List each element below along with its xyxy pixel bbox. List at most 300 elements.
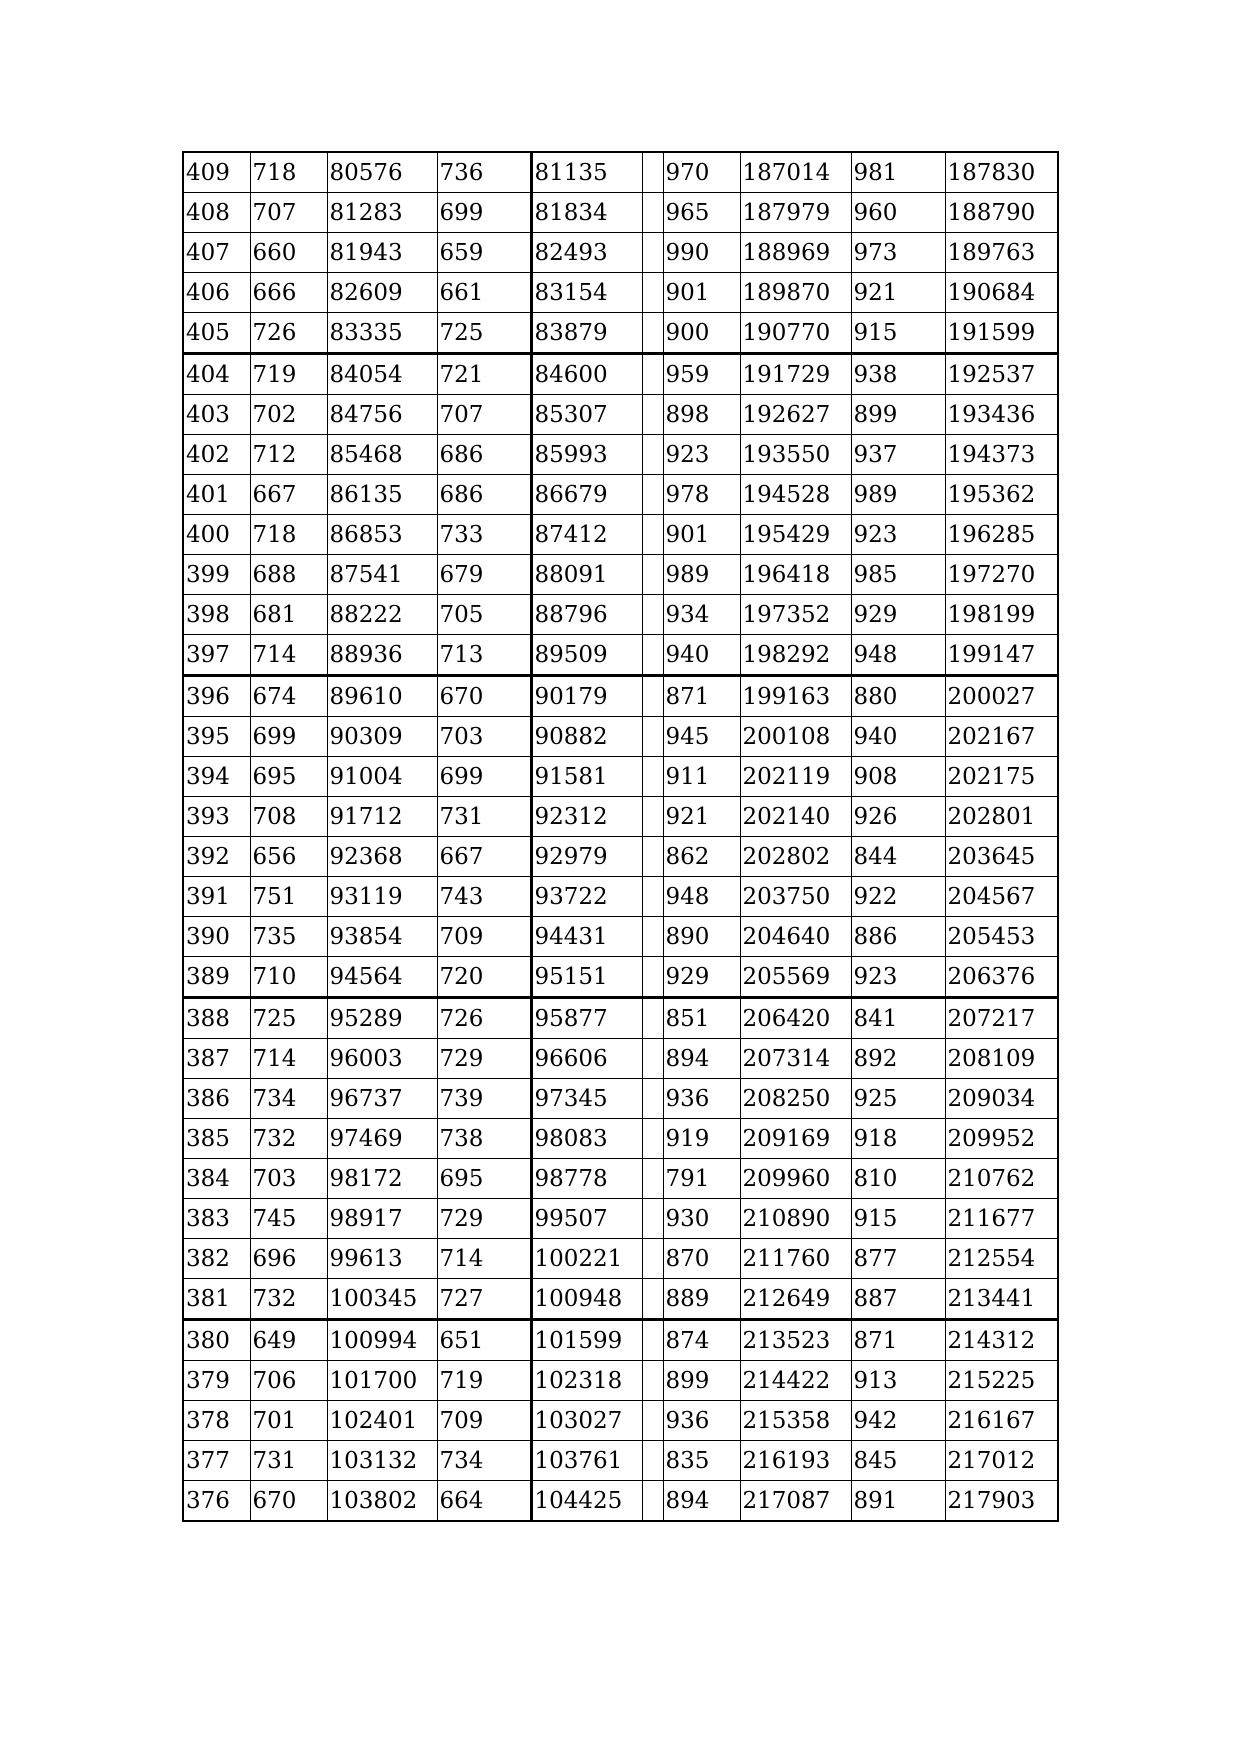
table-cell xyxy=(642,595,663,635)
table-cell: 686 xyxy=(437,435,531,475)
table-cell: 735 xyxy=(250,917,327,957)
table-cell: 197352 xyxy=(740,595,851,635)
table-cell: 948 xyxy=(663,877,740,917)
table-cell xyxy=(642,515,663,555)
table-cell: 81135 xyxy=(531,152,642,193)
table-cell: 938 xyxy=(851,354,945,395)
table-row xyxy=(183,917,1058,957)
table-cell: 870 xyxy=(663,1239,740,1279)
table-cell: 211760 xyxy=(740,1239,851,1279)
table-cell: 699 xyxy=(437,193,531,233)
table-cell: 402 xyxy=(183,435,250,475)
table-cell: 714 xyxy=(437,1239,531,1279)
table-row xyxy=(183,998,1058,1039)
table-cell: 739 xyxy=(437,1079,531,1119)
table-row xyxy=(183,475,1058,515)
table-cell: 196418 xyxy=(740,555,851,595)
table-cell: 989 xyxy=(851,475,945,515)
table-cell: 913 xyxy=(851,1361,945,1401)
table-cell xyxy=(642,1361,663,1401)
table-cell: 91581 xyxy=(531,757,642,797)
table-cell: 202802 xyxy=(740,837,851,877)
table-row xyxy=(183,354,1058,395)
table-cell xyxy=(642,998,663,1039)
table-cell: 923 xyxy=(851,957,945,998)
table-cell: 880 xyxy=(851,676,945,717)
table-cell: 199163 xyxy=(740,676,851,717)
table-cell: 100994 xyxy=(327,1320,437,1361)
table-row xyxy=(183,797,1058,837)
table-row xyxy=(183,1320,1058,1361)
table-cell: 725 xyxy=(437,313,531,354)
table-cell: 660 xyxy=(250,233,327,273)
table-cell: 918 xyxy=(851,1119,945,1159)
table-cell: 377 xyxy=(183,1441,250,1481)
table-cell: 699 xyxy=(437,757,531,797)
table-cell: 100221 xyxy=(531,1239,642,1279)
table-cell: 894 xyxy=(663,1039,740,1079)
table-row xyxy=(183,757,1058,797)
table-cell: 384 xyxy=(183,1159,250,1199)
table-cell: 835 xyxy=(663,1441,740,1481)
table-cell: 82609 xyxy=(327,273,437,313)
table-row xyxy=(183,395,1058,435)
table-cell: 720 xyxy=(437,957,531,998)
table-cell xyxy=(642,273,663,313)
table-cell xyxy=(642,797,663,837)
table-cell: 406 xyxy=(183,273,250,313)
table-cell: 702 xyxy=(250,395,327,435)
table-cell: 94564 xyxy=(327,957,437,998)
table-cell: 376 xyxy=(183,1481,250,1522)
table-cell: 214312 xyxy=(945,1320,1058,1361)
table-cell: 708 xyxy=(250,797,327,837)
table-cell xyxy=(642,555,663,595)
table-cell: 407 xyxy=(183,233,250,273)
table-cell: 670 xyxy=(250,1481,327,1522)
table-cell: 82493 xyxy=(531,233,642,273)
table-cell xyxy=(642,1401,663,1441)
table-cell: 103027 xyxy=(531,1401,642,1441)
table-cell: 394 xyxy=(183,757,250,797)
table-cell: 187979 xyxy=(740,193,851,233)
table-cell: 929 xyxy=(851,595,945,635)
table-cell: 383 xyxy=(183,1199,250,1239)
table-cell: 899 xyxy=(851,395,945,435)
table-cell: 195362 xyxy=(945,475,1058,515)
table-cell: 90309 xyxy=(327,717,437,757)
table-cell: 83335 xyxy=(327,313,437,354)
table-cell xyxy=(642,395,663,435)
table-cell: 93854 xyxy=(327,917,437,957)
table-cell: 98083 xyxy=(531,1119,642,1159)
table-cell: 925 xyxy=(851,1079,945,1119)
table-cell: 209960 xyxy=(740,1159,851,1199)
table-cell: 392 xyxy=(183,837,250,877)
table-cell: 80576 xyxy=(327,152,437,193)
table-cell: 710 xyxy=(250,957,327,998)
table-cell: 192537 xyxy=(945,354,1058,395)
table-cell: 726 xyxy=(437,998,531,1039)
table-cell: 204640 xyxy=(740,917,851,957)
table-cell: 393 xyxy=(183,797,250,837)
table-cell: 96606 xyxy=(531,1039,642,1079)
table-cell xyxy=(642,757,663,797)
table-cell: 391 xyxy=(183,877,250,917)
table-cell: 732 xyxy=(250,1279,327,1320)
table-cell: 95151 xyxy=(531,957,642,998)
table-cell: 409 xyxy=(183,152,250,193)
table-cell: 743 xyxy=(437,877,531,917)
table-cell: 892 xyxy=(851,1039,945,1079)
table-cell: 204567 xyxy=(945,877,1058,917)
table-cell: 389 xyxy=(183,957,250,998)
table-cell: 890 xyxy=(663,917,740,957)
table-cell: 403 xyxy=(183,395,250,435)
table-row xyxy=(183,273,1058,313)
table-cell: 714 xyxy=(250,635,327,676)
table-row xyxy=(183,1039,1058,1079)
table-cell: 199147 xyxy=(945,635,1058,676)
table-cell: 198292 xyxy=(740,635,851,676)
table-cell: 981 xyxy=(851,152,945,193)
table-cell: 940 xyxy=(663,635,740,676)
table-cell: 214422 xyxy=(740,1361,851,1401)
table-cell: 707 xyxy=(437,395,531,435)
table-cell: 727 xyxy=(437,1279,531,1320)
table-cell: 205453 xyxy=(945,917,1058,957)
table-cell xyxy=(642,676,663,717)
table-cell: 386 xyxy=(183,1079,250,1119)
table-cell: 88222 xyxy=(327,595,437,635)
table-cell xyxy=(642,435,663,475)
table-cell: 208250 xyxy=(740,1079,851,1119)
table-cell: 84054 xyxy=(327,354,437,395)
table-cell xyxy=(642,1320,663,1361)
table-cell: 844 xyxy=(851,837,945,877)
table-cell: 103802 xyxy=(327,1481,437,1522)
table-cell: 973 xyxy=(851,233,945,273)
table-cell: 751 xyxy=(250,877,327,917)
table-cell: 84600 xyxy=(531,354,642,395)
table-row xyxy=(183,1361,1058,1401)
table-cell: 734 xyxy=(250,1079,327,1119)
table-cell: 745 xyxy=(250,1199,327,1239)
table-cell: 726 xyxy=(250,313,327,354)
table-cell: 91712 xyxy=(327,797,437,837)
table-cell: 731 xyxy=(250,1441,327,1481)
table-cell: 198199 xyxy=(945,595,1058,635)
table-cell: 86135 xyxy=(327,475,437,515)
table-cell: 397 xyxy=(183,635,250,676)
table-cell: 210762 xyxy=(945,1159,1058,1199)
table-cell: 686 xyxy=(437,475,531,515)
table-cell: 874 xyxy=(663,1320,740,1361)
table-cell xyxy=(642,1199,663,1239)
table-cell: 92979 xyxy=(531,837,642,877)
table-cell: 203750 xyxy=(740,877,851,917)
table-cell: 96003 xyxy=(327,1039,437,1079)
table-cell: 725 xyxy=(250,998,327,1039)
table-cell: 380 xyxy=(183,1320,250,1361)
table-cell: 202140 xyxy=(740,797,851,837)
table-cell: 667 xyxy=(250,475,327,515)
table-cell: 81834 xyxy=(531,193,642,233)
table-row xyxy=(183,1239,1058,1279)
table-cell: 212649 xyxy=(740,1279,851,1320)
table-row xyxy=(183,555,1058,595)
table-cell: 216167 xyxy=(945,1401,1058,1441)
table-cell: 202175 xyxy=(945,757,1058,797)
table-cell: 706 xyxy=(250,1361,327,1401)
table-cell: 96737 xyxy=(327,1079,437,1119)
table-cell: 886 xyxy=(851,917,945,957)
table-cell: 192627 xyxy=(740,395,851,435)
table-cell: 83879 xyxy=(531,313,642,354)
table-cell: 92368 xyxy=(327,837,437,877)
table-cell: 208109 xyxy=(945,1039,1058,1079)
table-cell: 889 xyxy=(663,1279,740,1320)
table-row xyxy=(183,877,1058,917)
table-cell: 85468 xyxy=(327,435,437,475)
table-cell: 871 xyxy=(851,1320,945,1361)
table-cell: 703 xyxy=(437,717,531,757)
table-cell: 978 xyxy=(663,475,740,515)
table-cell: 901 xyxy=(663,273,740,313)
table-cell: 729 xyxy=(437,1039,531,1079)
table-cell: 845 xyxy=(851,1441,945,1481)
table-cell: 382 xyxy=(183,1239,250,1279)
table-cell xyxy=(642,1079,663,1119)
table-cell xyxy=(642,635,663,676)
table-cell xyxy=(642,354,663,395)
table-cell: 213441 xyxy=(945,1279,1058,1320)
table-cell: 401 xyxy=(183,475,250,515)
table-cell: 705 xyxy=(437,595,531,635)
table-cell: 911 xyxy=(663,757,740,797)
table-cell: 862 xyxy=(663,837,740,877)
table-cell: 388 xyxy=(183,998,250,1039)
table-cell: 206376 xyxy=(945,957,1058,998)
table-row xyxy=(183,1079,1058,1119)
table-cell: 83154 xyxy=(531,273,642,313)
table-cell: 408 xyxy=(183,193,250,233)
table-cell: 81283 xyxy=(327,193,437,233)
table-cell: 664 xyxy=(437,1481,531,1522)
table-cell: 194528 xyxy=(740,475,851,515)
table-cell: 194373 xyxy=(945,435,1058,475)
score-table xyxy=(182,151,1059,1522)
table-cell xyxy=(642,717,663,757)
table-cell: 378 xyxy=(183,1401,250,1441)
table-cell: 209034 xyxy=(945,1079,1058,1119)
table-cell: 713 xyxy=(437,635,531,676)
table-cell: 91004 xyxy=(327,757,437,797)
table-cell: 718 xyxy=(250,515,327,555)
table-cell: 649 xyxy=(250,1320,327,1361)
table-cell: 215225 xyxy=(945,1361,1058,1401)
table-cell: 919 xyxy=(663,1119,740,1159)
table-cell: 81943 xyxy=(327,233,437,273)
table-cell: 945 xyxy=(663,717,740,757)
table-cell: 189763 xyxy=(945,233,1058,273)
table-cell: 90179 xyxy=(531,676,642,717)
table-cell: 97345 xyxy=(531,1079,642,1119)
table-cell: 209169 xyxy=(740,1119,851,1159)
table-cell xyxy=(642,837,663,877)
table-cell: 385 xyxy=(183,1119,250,1159)
table-cell: 94431 xyxy=(531,917,642,957)
table-cell: 719 xyxy=(250,354,327,395)
table-body xyxy=(183,152,1058,1521)
table-cell: 100948 xyxy=(531,1279,642,1320)
table-cell: 965 xyxy=(663,193,740,233)
table-row xyxy=(183,1481,1058,1522)
table-row xyxy=(183,595,1058,635)
table-cell xyxy=(642,1239,663,1279)
table-cell: 719 xyxy=(437,1361,531,1401)
table-cell: 188969 xyxy=(740,233,851,273)
table-cell: 209952 xyxy=(945,1119,1058,1159)
table-cell: 217087 xyxy=(740,1481,851,1522)
table-cell: 915 xyxy=(851,1199,945,1239)
table-cell: 695 xyxy=(250,757,327,797)
table-row xyxy=(183,435,1058,475)
table-cell: 190770 xyxy=(740,313,851,354)
table-cell xyxy=(642,233,663,273)
table-cell xyxy=(642,957,663,998)
table-cell: 92312 xyxy=(531,797,642,837)
table-cell: 899 xyxy=(663,1361,740,1401)
table-cell: 934 xyxy=(663,595,740,635)
table-cell: 922 xyxy=(851,877,945,917)
table-cell: 202167 xyxy=(945,717,1058,757)
table-cell: 396 xyxy=(183,676,250,717)
table-cell: 659 xyxy=(437,233,531,273)
table-cell: 190684 xyxy=(945,273,1058,313)
table-cell: 200027 xyxy=(945,676,1058,717)
table-cell: 651 xyxy=(437,1320,531,1361)
table-cell: 86679 xyxy=(531,475,642,515)
table-cell: 189870 xyxy=(740,273,851,313)
table-cell: 915 xyxy=(851,313,945,354)
table-cell: 926 xyxy=(851,797,945,837)
table-cell: 679 xyxy=(437,555,531,595)
table-cell: 898 xyxy=(663,395,740,435)
table-row xyxy=(183,635,1058,676)
table-cell: 206420 xyxy=(740,998,851,1039)
table-cell: 191599 xyxy=(945,313,1058,354)
table-row xyxy=(183,1401,1058,1441)
table-row xyxy=(183,1199,1058,1239)
table-cell: 810 xyxy=(851,1159,945,1199)
table-cell: 193436 xyxy=(945,395,1058,435)
table-cell: 667 xyxy=(437,837,531,877)
table-cell: 98172 xyxy=(327,1159,437,1199)
table-cell: 85307 xyxy=(531,395,642,435)
table-cell xyxy=(642,1279,663,1320)
table-cell: 901 xyxy=(663,515,740,555)
table-cell xyxy=(642,475,663,515)
table-cell: 400 xyxy=(183,515,250,555)
table-cell: 851 xyxy=(663,998,740,1039)
table-cell: 894 xyxy=(663,1481,740,1522)
table-cell: 712 xyxy=(250,435,327,475)
table-cell: 202801 xyxy=(945,797,1058,837)
table-cell: 104425 xyxy=(531,1481,642,1522)
table-cell: 187830 xyxy=(945,152,1058,193)
table-cell: 98778 xyxy=(531,1159,642,1199)
table-cell: 101700 xyxy=(327,1361,437,1401)
table-cell: 88936 xyxy=(327,635,437,676)
table-cell: 195429 xyxy=(740,515,851,555)
table-cell: 736 xyxy=(437,152,531,193)
table-row xyxy=(183,837,1058,877)
table-cell: 217012 xyxy=(945,1441,1058,1481)
table-row xyxy=(183,957,1058,998)
table-cell: 217903 xyxy=(945,1481,1058,1522)
table-row xyxy=(183,313,1058,354)
table-cell: 948 xyxy=(851,635,945,676)
table-cell: 84756 xyxy=(327,395,437,435)
table-cell: 95877 xyxy=(531,998,642,1039)
table-cell: 877 xyxy=(851,1239,945,1279)
table-cell: 381 xyxy=(183,1279,250,1320)
table-cell: 379 xyxy=(183,1361,250,1401)
table-cell: 197270 xyxy=(945,555,1058,595)
table-cell: 942 xyxy=(851,1401,945,1441)
table-cell: 216193 xyxy=(740,1441,851,1481)
table-cell: 211677 xyxy=(945,1199,1058,1239)
table-cell: 721 xyxy=(437,354,531,395)
table-cell: 923 xyxy=(663,435,740,475)
table-cell: 921 xyxy=(851,273,945,313)
table-cell: 937 xyxy=(851,435,945,475)
table-cell: 90882 xyxy=(531,717,642,757)
table-row xyxy=(183,515,1058,555)
table-cell: 929 xyxy=(663,957,740,998)
table-cell xyxy=(642,1039,663,1079)
table-cell: 989 xyxy=(663,555,740,595)
table-cell: 100345 xyxy=(327,1279,437,1320)
table-cell: 718 xyxy=(250,152,327,193)
table-cell: 709 xyxy=(437,917,531,957)
table-cell xyxy=(642,1441,663,1481)
table-cell: 93119 xyxy=(327,877,437,917)
table-cell: 95289 xyxy=(327,998,437,1039)
table-cell: 395 xyxy=(183,717,250,757)
table-cell: 99613 xyxy=(327,1239,437,1279)
table-cell: 670 xyxy=(437,676,531,717)
table-cell: 390 xyxy=(183,917,250,957)
table-cell: 960 xyxy=(851,193,945,233)
table-cell: 86853 xyxy=(327,515,437,555)
table-cell: 900 xyxy=(663,313,740,354)
table-cell: 731 xyxy=(437,797,531,837)
table-cell: 738 xyxy=(437,1119,531,1159)
table-cell: 841 xyxy=(851,998,945,1039)
table-cell: 703 xyxy=(250,1159,327,1199)
table-cell: 85993 xyxy=(531,435,642,475)
table-cell: 101599 xyxy=(531,1320,642,1361)
table-cell: 399 xyxy=(183,555,250,595)
table-cell: 202119 xyxy=(740,757,851,797)
table-cell: 923 xyxy=(851,515,945,555)
table-cell: 701 xyxy=(250,1401,327,1441)
table-cell xyxy=(642,193,663,233)
table-cell: 959 xyxy=(663,354,740,395)
table-cell: 990 xyxy=(663,233,740,273)
